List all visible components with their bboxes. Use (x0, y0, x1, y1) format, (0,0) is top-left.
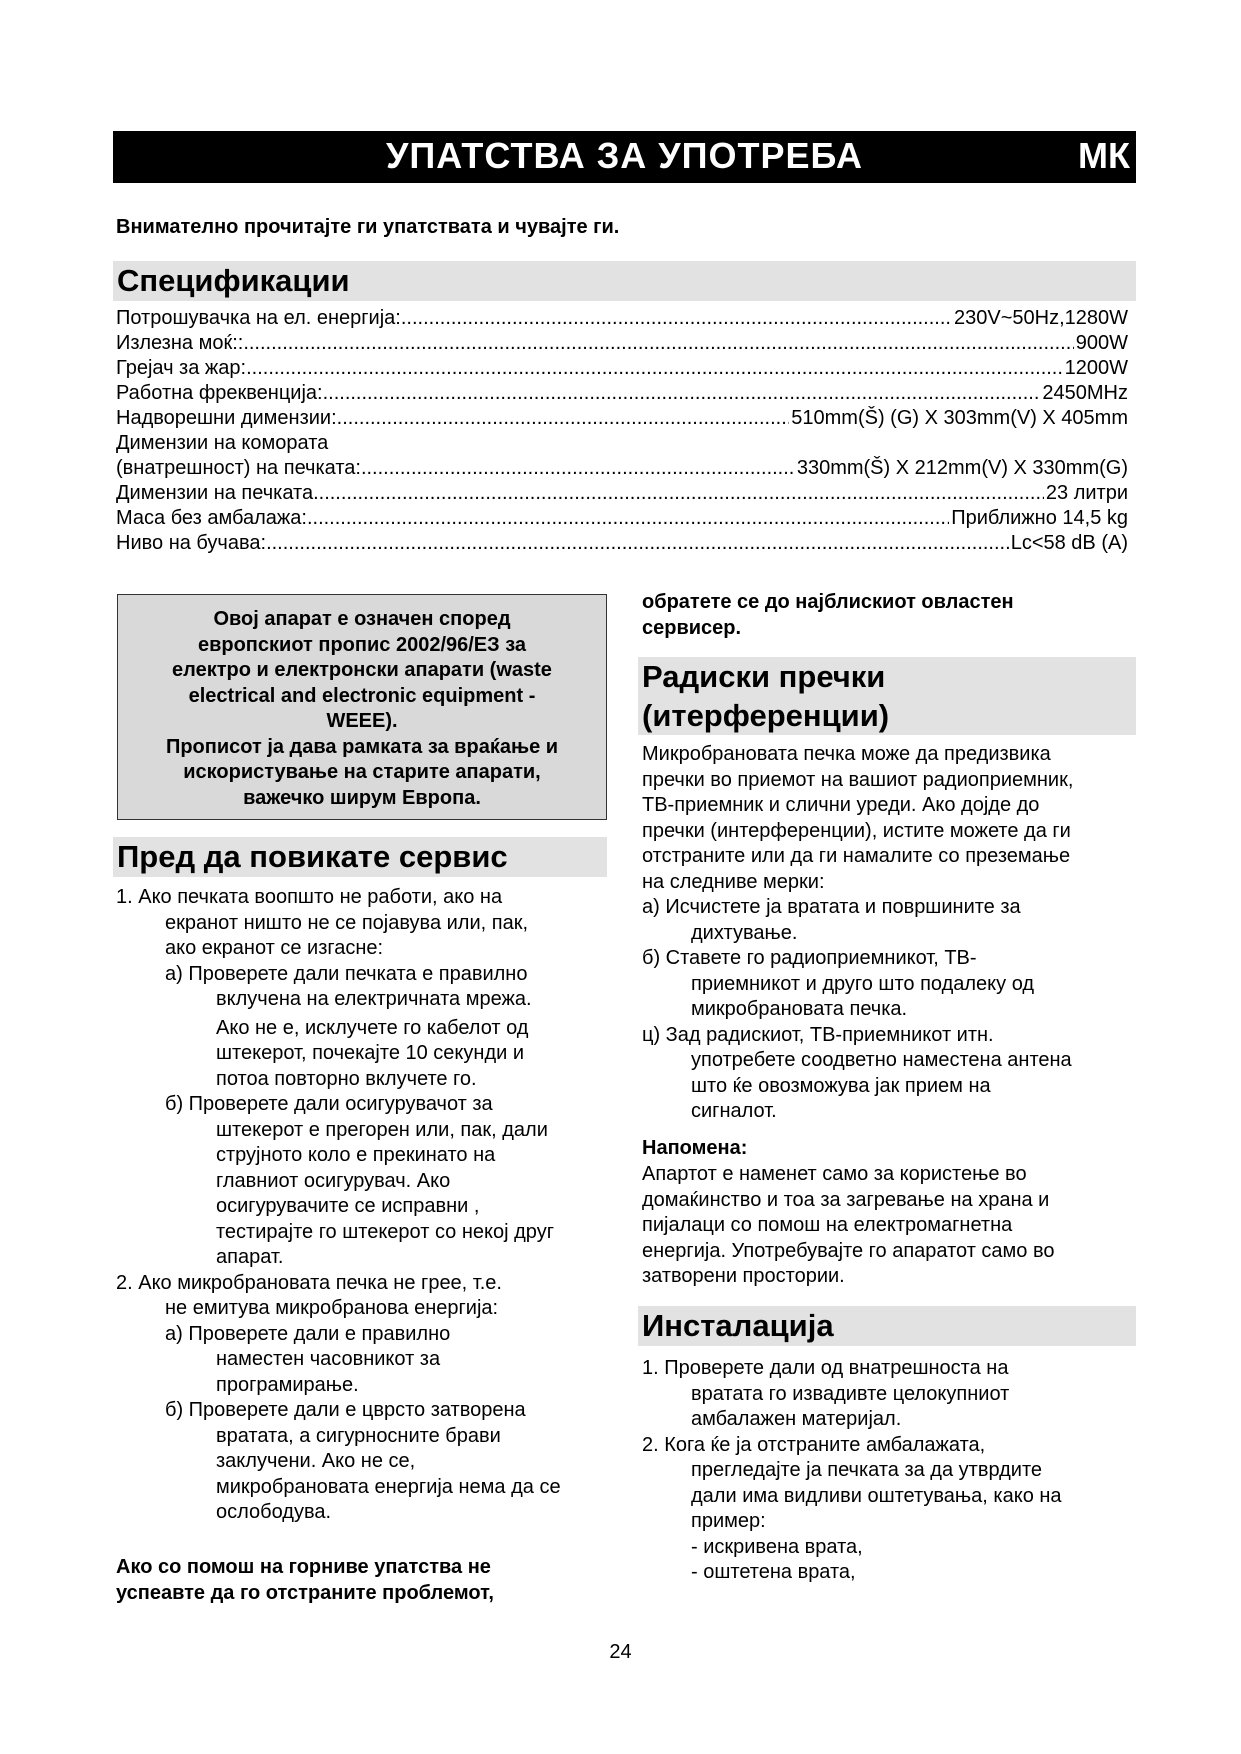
spec-value: 23 литри (1045, 482, 1128, 504)
spec-key: Димензии на комората (116, 432, 329, 454)
specs-list (116, 306, 1128, 556)
text-line: пречки во приемот на вашиот радиоприемник, (642, 768, 1074, 791)
text-line: што ќе овозможува јак прием на (691, 1074, 991, 1097)
specs-heading: Спецификации (113, 261, 1136, 301)
spec-key: Надворешни димензии: (116, 407, 337, 429)
list-item: амбалажен материјал. (691, 1408, 902, 1430)
note-text (642, 1162, 1137, 1290)
spec-key: Ниво на бучава: (116, 532, 267, 554)
list-item: струјното коло е прекинато на (216, 1144, 496, 1166)
radio-text (642, 742, 1137, 1125)
list-item: Ако не е, исклучете го кабелот од (216, 1016, 529, 1039)
spec-key: Грејач за жар: (116, 357, 247, 379)
spec-row (116, 331, 1128, 356)
list-item: 2. Кога ќе ја отстраните амбалажата, (642, 1433, 986, 1456)
installation-heading: Инсталација (638, 1306, 1136, 1346)
list-item: микробрановата енергија нема да се (216, 1475, 561, 1498)
continuation-line: сервисер. (642, 616, 742, 639)
list-item: прегледајте ја печката за да утврдите (691, 1459, 1043, 1481)
note-label: Напомена: (642, 1137, 748, 1159)
language-code: МК (1078, 135, 1130, 176)
text-line: б) Ставете го радиоприемникот, ТВ- (642, 947, 977, 969)
list-item: вклучена на електричната мрежа. (216, 988, 532, 1010)
weee-line: искористување на старите апарати, (183, 761, 541, 783)
list-item: б) Проверете дали осигурувачот за (165, 1093, 493, 1115)
list-item: програмирање. (216, 1373, 359, 1396)
list-item: екранот ништо не се појавува или, пак, (165, 911, 529, 934)
list-item: - оштетена врата, (691, 1561, 856, 1583)
list-item: главниот осигурувач. Ако (216, 1169, 451, 1192)
list-item: осигурувачите се исправни , (216, 1195, 480, 1217)
document-title: УПАТСТВА ЗА УПОТРЕБА (385, 135, 864, 176)
spec-value: 230V~50Hz,1280W (953, 307, 1128, 329)
spec-row (116, 531, 1128, 556)
spec-row (116, 481, 1128, 506)
list-item: апарат. (216, 1246, 284, 1268)
list-item: 1. Проверете дали од внатрешноста на (642, 1357, 1009, 1379)
list-item: заклучени. Ако не се, (216, 1450, 416, 1472)
radio-heading-line: Радиски пречки (642, 659, 886, 694)
spec-key: Излезна моќ:: (116, 332, 244, 354)
closing-line: Ако со помош на горниве упатства не (116, 1556, 491, 1578)
list-item: 2. Ако микробрановата печка не грее, т.е. (116, 1271, 502, 1294)
weee-notice-box (117, 594, 607, 820)
list-item: тестирајте го штекерот со некој друг (216, 1220, 554, 1243)
list-item: потоа повторно вклучете го. (216, 1067, 477, 1090)
spec-row (116, 356, 1128, 381)
weee-line: Прописот ја дава рамката за враќање и (165, 735, 559, 758)
title-banner (113, 131, 1136, 183)
list-item: штекерот е прегорен или, пак, дали (216, 1118, 548, 1141)
service-continuation (642, 590, 1132, 641)
weee-line: Овој апарат е означен според (213, 608, 511, 630)
text-line: употребете соодветно наместена антена (691, 1049, 1072, 1071)
text-line: пијалаци со помош на електромагнетна (642, 1214, 1013, 1236)
list-item: 1. Ако печката воопшто не работи, ако на (116, 886, 503, 908)
text-line: отстраните или да ги намалите со преземање (642, 845, 1071, 867)
text-line: микробрановата печка. (691, 998, 908, 1020)
text-line: а) Исчистете ја вратата и површините за (642, 896, 1021, 918)
list-item: штекерот, почекајте 10 секунди и (216, 1042, 525, 1064)
text-line: Микробрановата печка може да предизвика (642, 743, 1051, 765)
list-item: б) Проверете дали е цврсто затворена (165, 1399, 526, 1421)
text-line: ц) Зад радискиот, ТВ-приемникот итн. (642, 1023, 994, 1046)
weee-line: WEEE). (326, 710, 398, 732)
spec-row (116, 506, 1128, 531)
list-item: не емитува микробранова енергија: (165, 1297, 499, 1319)
spec-key: Потрошувачка на ел. енергија: (116, 307, 401, 329)
spec-key: Димензии на печката (116, 482, 314, 504)
spec-key: Работна фреквенција: (116, 382, 323, 404)
radio-heading (638, 657, 1136, 735)
radio-heading-line: (итерференции) (642, 698, 890, 733)
list-item: дали има видливи оштетувања, како на (691, 1484, 1062, 1507)
service-heading: Пред да повикате сервис (113, 837, 607, 877)
weee-line: електро и електронски апарати (waste (172, 659, 552, 681)
spec-key: Маса без амбалажа: (116, 507, 307, 529)
spec-value: 510mm(Š) (G) X 303mm(V) X 405mm (791, 407, 1128, 429)
list-item: ако екранот се изгасне: (165, 937, 384, 959)
spec-value: 2450MHz (1042, 382, 1128, 404)
spec-row (116, 431, 1128, 456)
spec-value: 330mm(Š) X 212mm(V) X 330mm(G) (796, 457, 1128, 479)
weee-line: важечко ширум Европа. (243, 786, 481, 809)
spec-value: 1200W (1064, 357, 1128, 379)
service-list (116, 885, 611, 1526)
intro-text: Внимателно прочитајте ги упатствата и чувајте ги. (116, 216, 620, 238)
continuation-line: обратете се до најблискиот овластен (642, 591, 1014, 613)
list-item: пример: (691, 1510, 766, 1532)
weee-line: electrical and electronic equipment - (188, 684, 536, 707)
spec-row (116, 456, 1128, 481)
text-line: енергија. Употребувајте го апаратот само во (642, 1239, 1055, 1262)
list-item: - искривена врата, (691, 1535, 863, 1558)
text-line: сигналот. (691, 1100, 777, 1122)
page-number: 24 (609, 1641, 632, 1663)
spec-row (116, 381, 1128, 406)
text-line: дихтување. (691, 921, 798, 944)
list-item: а) Проверете дали печката е правилно (165, 962, 528, 985)
text-line: Апартот е наменет само за користење во (642, 1163, 1027, 1185)
text-line: затворени простории. (642, 1265, 845, 1287)
text-line: ТВ-приемник и слични уреди. Ако дојде до (642, 794, 1040, 816)
closing-line: успеавте да го отстраните проблемот, (116, 1581, 494, 1604)
spec-value: Lc<58 dB (A) (1010, 532, 1128, 554)
spec-key: (внатрешност) на печката: (116, 457, 361, 479)
text-line: приемникот и друго што подалеку од (691, 972, 1035, 995)
spec-row (116, 306, 1128, 331)
list-item: наместен часовникот за (216, 1348, 441, 1370)
text-line: пречки (интерференции), истите можете да ги (642, 819, 1071, 842)
spec-value: 900W (1075, 332, 1128, 354)
spec-value: Приближно 14,5 kg (951, 507, 1128, 529)
list-item: вратата, а сигурносните брави (216, 1424, 501, 1447)
list-item: вратата го извадивте целокупниот (691, 1382, 1010, 1405)
list-item: ослободува. (216, 1501, 332, 1523)
weee-line: европскиот пропис 2002/96/ЕЗ за (197, 633, 527, 656)
spec-row (116, 406, 1128, 431)
text-line: домаќинство и тоа за загревање на храна и (642, 1188, 1050, 1211)
list-item: а) Проверете дали е правилно (165, 1322, 451, 1345)
service-closing (116, 1555, 611, 1606)
text-line: на следниве мерки: (642, 870, 825, 893)
installation-list (642, 1356, 1137, 1586)
